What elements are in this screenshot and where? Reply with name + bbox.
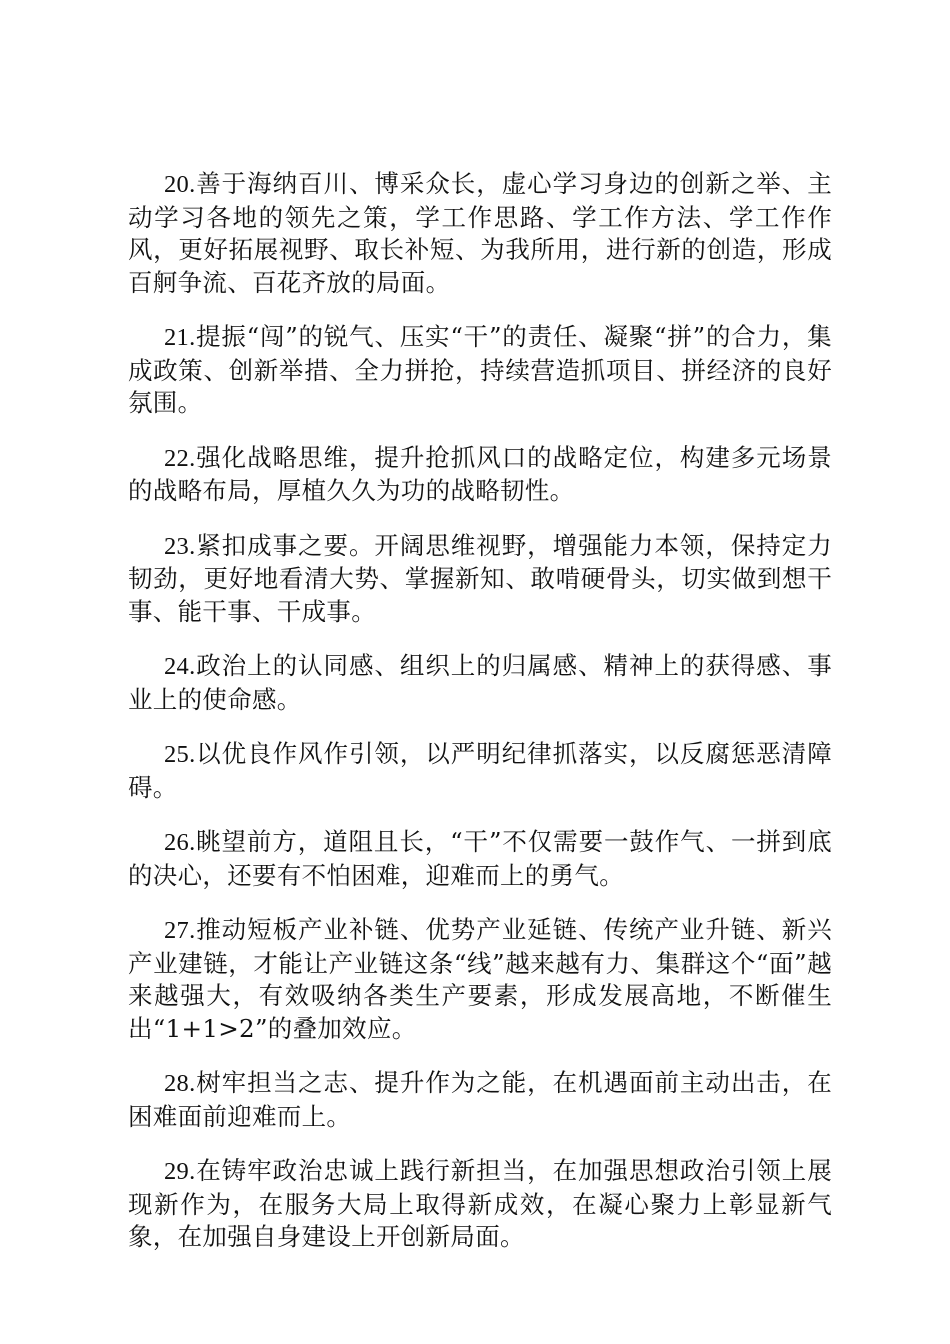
document-body	[128, 168, 832, 1276]
paragraph-text: 以优良作风作引领，以严明纪律抓落实，以反腐惩恶清障碍。	[128, 739, 832, 802]
paragraph-text: 善于海纳百川、博采众长，虚心学习身边的创新之举、主动学习各地的领先之策，学工作思路、学工作方法、学工作作风，更好拓展视野、取长补短、为我所用，进行新的创造，形成百舸争流、百花齐放的局面。	[128, 169, 832, 297]
paragraph-number: 28.	[164, 1070, 196, 1097]
paragraph-29	[128, 1155, 832, 1254]
paragraph-number: 20.	[164, 171, 196, 198]
paragraph-text: 推动短板产业补链、优势产业延链、传统产业升链、新兴产业建链，才能让产业链这条“线”越来越有力、集群这个“面”越来越强大，有效吸纳各类生产要素，形成发展高地，不断催生出“1+1>2”的叠加效应。	[128, 915, 832, 1043]
paragraph-20	[128, 168, 832, 299]
paragraph-number: 24.	[164, 653, 196, 680]
paragraph-23	[128, 530, 832, 629]
paragraph-number: 23.	[164, 532, 196, 560]
paragraph-text: 强化战略思维，提升抢抓风口的战略定位，构建多元场景的战略布局，厚植久久为功的战略韧性。	[128, 442, 832, 505]
paragraph-27	[128, 914, 832, 1045]
paragraph-text: 树牢担当之志、提升作为之能，在机遇面前主动出击，在困难面前迎难而上。	[128, 1068, 832, 1131]
paragraph-25	[128, 738, 832, 804]
paragraph-28	[128, 1067, 832, 1133]
paragraph-number: 22.	[164, 444, 196, 472]
paragraph-24	[128, 650, 832, 716]
paragraph-text: 紧扣成事之要。开阔思维视野，增强能力本领，保持定力韧劲，更好地看清大势、掌握新知、敢啃硬骨头，切实做到想干事、能干事、干成事。	[128, 530, 832, 626]
paragraph-number: 25.	[164, 741, 196, 768]
paragraph-21	[128, 321, 832, 420]
paragraph-22	[128, 442, 832, 508]
paragraph-number: 29.	[164, 1158, 196, 1185]
paragraph-text: 在铸牢政治忠诚上践行新担当，在加强思想政治引领上展现新作为，在服务大局上取得新成效，在凝心聚力上彰显新气象，在加强自身建设上开创新局面。	[128, 1156, 832, 1251]
paragraph-text: 提振“闯”的锐气、压实“干”的责任、凝聚“拼”的合力，集成政策、创新举措、全力拼抢，持续营造抓项目、拼经济的良好氛围。	[128, 322, 832, 417]
paragraph-number: 26.	[164, 829, 196, 856]
paragraph-text: 眺望前方，道阻且长，“干”不仅需要一鼓作气、一拼到底的决心，还要有不怕困难，迎难而上的勇气。	[128, 827, 832, 890]
paragraph-26	[128, 826, 832, 892]
paragraph-text: 政治上的认同感、组织上的归属感、精神上的获得感、事业上的使命感。	[128, 651, 832, 714]
paragraph-number: 27.	[164, 917, 196, 944]
paragraph-number: 21.	[164, 324, 196, 351]
